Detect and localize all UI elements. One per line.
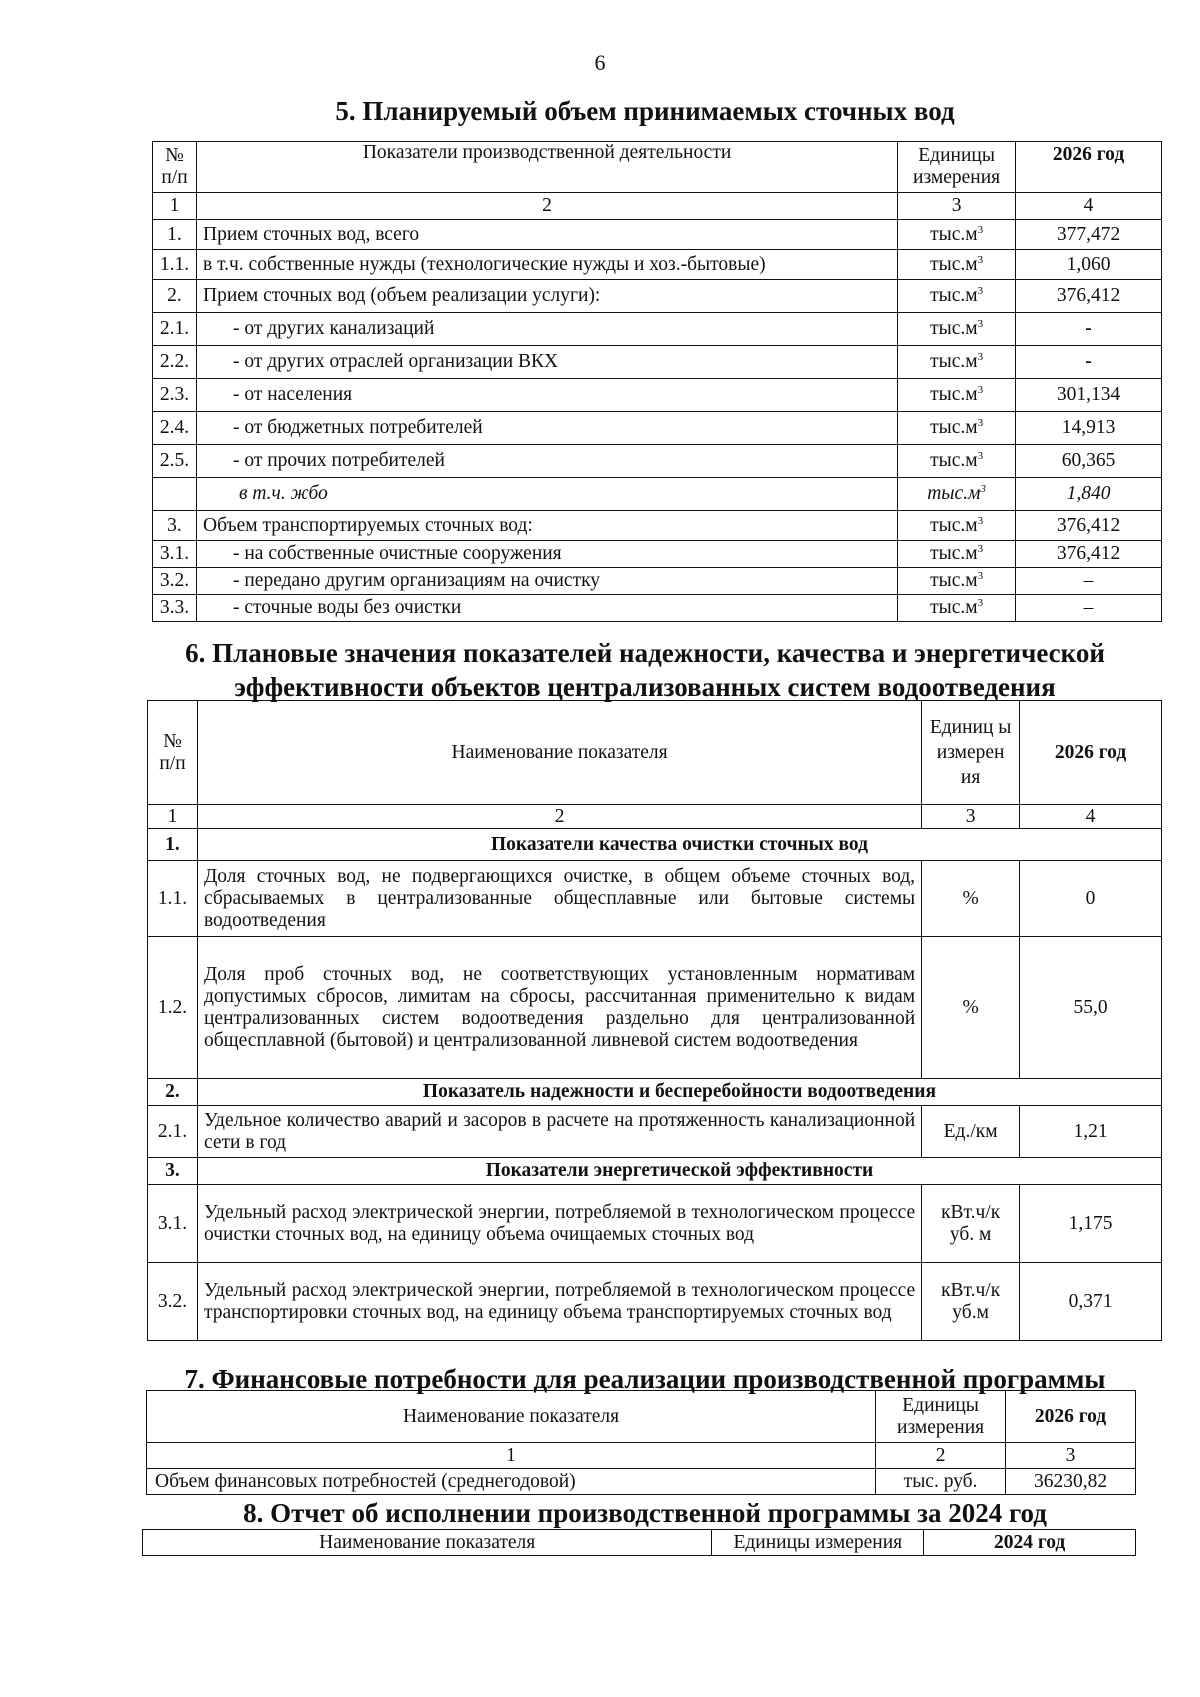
header-unit: Единицы измерения	[876, 1391, 1006, 1443]
row-name: - передано другим организациям на очистку	[196, 568, 897, 595]
row-unit	[898, 478, 1016, 511]
header-year: 2026 год	[1006, 1391, 1136, 1443]
row-value: 1,175	[1020, 1185, 1162, 1263]
row-unit	[898, 445, 1016, 478]
unit-text: тыс.м	[930, 450, 978, 471]
row-name: Объем транспортируемых сточных вод:	[196, 511, 897, 541]
table-row	[153, 595, 1162, 622]
header-unit: Единиц ы измерен ия	[922, 701, 1020, 805]
row-name: - от других канализаций	[196, 313, 897, 346]
row-value: 301,134	[1016, 379, 1162, 412]
row-value: 1,840	[1016, 478, 1162, 511]
row-num: 2.1.	[153, 313, 197, 346]
row-unit	[898, 379, 1016, 412]
section-7-title: 7. Финансовые потребности для реализации производственной программы	[184, 1364, 1106, 1394]
table-row	[153, 379, 1162, 412]
row-unit	[898, 568, 1016, 595]
row-unit: %	[922, 937, 1020, 1079]
col-number: 1	[148, 805, 198, 829]
row-name: в т.ч. жбо	[196, 478, 897, 511]
table-header-row	[147, 1391, 1136, 1443]
section-5-title: 5. Планируемый объем принимаемых сточных вод	[335, 96, 955, 126]
unit-sup: 3	[977, 543, 984, 555]
table-header-row	[148, 701, 1162, 805]
unit-text: тыс.м	[930, 351, 978, 372]
row-unit	[898, 346, 1016, 379]
header-num: № п/п	[148, 701, 198, 805]
row-name: Прием сточных вод, всего	[196, 220, 897, 250]
row-unit	[898, 595, 1016, 622]
table-row	[153, 478, 1162, 511]
unit-sup: 3	[977, 253, 984, 266]
row-name: Доля сточных вод, не подвергающихся очистке, в общем объеме сточных вод, сбрасываемых в централизованные общесплавные или бытовые системы водоотведения	[197, 861, 921, 937]
column-number-row	[153, 193, 1162, 220]
header-num: № п/п	[153, 142, 197, 193]
row-num: 2.	[153, 280, 197, 313]
table-row	[148, 1263, 1162, 1341]
row-num: 3.	[153, 511, 197, 541]
row-value: 14,913	[1016, 412, 1162, 445]
row-value: 0	[1020, 861, 1162, 937]
row-value: 376,412	[1016, 280, 1162, 313]
header-name: Наименование показателя	[147, 1391, 876, 1443]
row-num: 2.5.	[153, 445, 197, 478]
page-number: 6	[594, 50, 606, 75]
row-unit	[898, 541, 1016, 568]
unit-sup: 3	[977, 351, 984, 363]
program-report-table	[142, 1529, 1136, 1556]
col-number: 1	[147, 1443, 876, 1469]
group-title: Показатели качества очистки сточных вод	[197, 829, 1161, 861]
header-name: Наименование показателя	[143, 1530, 712, 1556]
unit-sup: 3	[980, 483, 986, 495]
reliability-indicators-table	[147, 700, 1162, 1341]
unit-text: тыс.м	[930, 223, 978, 245]
group-num: 1.	[148, 829, 198, 861]
row-num: 3.2.	[148, 1263, 198, 1341]
row-unit	[898, 511, 1016, 541]
row-name: Удельный расход электрической энергии, потребляемой в технологическом процессе очистки сточных вод, на единицу объема очищаемых сточных вод	[197, 1185, 921, 1263]
unit-text: тыс.м	[930, 285, 978, 306]
section-6-title: 6. Плановые значения показателей надежности, качества и энергетической эффективности объектов централизованных систем водоотведения	[185, 638, 1105, 702]
row-num: 3.1.	[148, 1185, 198, 1263]
row-value: 1,21	[1020, 1106, 1162, 1158]
col-number: 2	[196, 193, 897, 220]
unit-text: тыс.м	[927, 483, 981, 504]
row-name: Удельное количество аварий и засоров в расчете на протяженность канализационной сети в год	[197, 1106, 921, 1158]
row-name: - сточные воды без очистки	[196, 595, 897, 622]
row-unit: кВт.ч/к уб. м	[922, 1185, 1020, 1263]
wastewater-volume-table	[152, 141, 1162, 622]
unit-sup: 3	[977, 384, 984, 396]
row-num: 1.1.	[148, 861, 198, 937]
col-number: 3	[1006, 1443, 1136, 1469]
row-unit	[898, 412, 1016, 445]
table-row	[153, 541, 1162, 568]
row-num: 2.1.	[148, 1106, 198, 1158]
header-unit: Единицы измерения	[898, 142, 1016, 193]
row-name: - от других отраслей организации ВКХ	[196, 346, 897, 379]
header-year: 2026 год	[1020, 701, 1162, 805]
table-row	[153, 220, 1162, 250]
table-row	[153, 445, 1162, 478]
row-value: –	[1016, 595, 1162, 622]
table-header-row	[153, 142, 1162, 193]
unit-text: тыс.м	[930, 318, 978, 339]
col-number: 4	[1016, 193, 1162, 220]
col-number: 1	[153, 193, 197, 220]
row-value: 60,365	[1016, 445, 1162, 478]
group-title: Показатели энергетической эффективности	[197, 1158, 1161, 1185]
row-unit	[898, 220, 1016, 250]
row-name: Удельный расход электрической энергии, потребляемой в технологическом процессе транспортировки сточных вод, на единицу объема транспортируемых сточных вод	[197, 1263, 921, 1341]
table-header-row	[143, 1530, 1136, 1556]
group-num: 2.	[148, 1079, 198, 1106]
row-num	[153, 478, 197, 511]
row-unit	[898, 280, 1016, 313]
row-name: - от прочих потребителей	[196, 445, 897, 478]
col-number: 2	[197, 805, 921, 829]
table-row	[147, 1469, 1136, 1495]
row-unit: Ед./км	[922, 1106, 1020, 1158]
row-num: 2.4.	[153, 412, 197, 445]
header-unit: Единицы измерения	[712, 1530, 924, 1556]
row-unit	[898, 250, 1016, 280]
row-num: 1.1.	[153, 250, 197, 280]
financial-needs-table	[146, 1390, 1136, 1495]
unit-text: тыс.м	[930, 543, 978, 564]
table-row	[153, 346, 1162, 379]
unit-sup: 3	[977, 318, 984, 330]
table-row	[148, 1185, 1162, 1263]
row-value: -	[1016, 313, 1162, 346]
unit-sup: 3	[977, 417, 984, 429]
table-row	[153, 313, 1162, 346]
row-value: 376,412	[1016, 511, 1162, 541]
header-name: Наименование показателя	[197, 701, 921, 805]
row-num: 2.2.	[153, 346, 197, 379]
row-value: 36230,82	[1006, 1469, 1136, 1495]
unit-text: тыс.м	[930, 417, 978, 438]
unit-text: тыс.м	[930, 253, 978, 275]
row-value: 0,371	[1020, 1263, 1162, 1341]
col-number: 3	[898, 193, 1016, 220]
column-number-row	[147, 1443, 1136, 1469]
header-year: 2026 год	[1016, 142, 1162, 193]
unit-text: тыс.м	[930, 597, 978, 618]
col-number: 4	[1020, 805, 1162, 829]
row-name: Доля проб сточных вод, не соответствующих установленным нормативам допустимых сбросов, лимитам на сбросы, рассчитанная применительно к видам централизованных систем водоотведения раздельно для централизованной общесплавной (бытовой) и централизованной ливневой систем водоотведения	[197, 937, 921, 1079]
row-name: - на собственные очистные сооружения	[196, 541, 897, 568]
row-name: Прием сточных вод (объем реализации услуги):	[196, 280, 897, 313]
row-num: 2.3.	[153, 379, 197, 412]
header-year: 2024 год	[924, 1530, 1136, 1556]
row-value: 55,0	[1020, 937, 1162, 1079]
unit-sup: 3	[977, 450, 984, 462]
row-name: Объем финансовых потребностей (среднегодовой)	[147, 1469, 876, 1495]
row-value: -	[1016, 346, 1162, 379]
unit-sup: 3	[977, 514, 984, 527]
row-name: - от населения	[196, 379, 897, 412]
row-value: 1,060	[1016, 250, 1162, 280]
group-title: Показатель надежности и бесперебойности водоотведения	[197, 1079, 1161, 1106]
unit-text: тыс.м	[930, 384, 978, 405]
table-row	[148, 1106, 1162, 1158]
col-number: 3	[922, 805, 1020, 829]
table-row	[153, 250, 1162, 280]
group-row	[148, 1079, 1162, 1106]
row-value: –	[1016, 568, 1162, 595]
group-row	[148, 1158, 1162, 1185]
unit-sup: 3	[977, 597, 984, 609]
table-row	[153, 568, 1162, 595]
unit-text: тыс.м	[930, 570, 978, 591]
col-number: 2	[876, 1443, 1006, 1469]
column-number-row	[148, 805, 1162, 829]
row-name: - от бюджетных потребителей	[196, 412, 897, 445]
unit-sup: 3	[977, 285, 984, 297]
row-num: 3.2.	[153, 568, 197, 595]
row-value: 377,472	[1016, 220, 1162, 250]
unit-text: тыс.м	[930, 514, 978, 536]
row-name: в т.ч. собственные нужды (технологические нужды и хоз.-бытовые)	[196, 250, 897, 280]
header-name: Показатели производственной деятельности	[196, 142, 897, 193]
row-unit: %	[922, 861, 1020, 937]
row-num: 3.3.	[153, 595, 197, 622]
row-value: 376,412	[1016, 541, 1162, 568]
table-row	[153, 412, 1162, 445]
group-num: 3.	[148, 1158, 198, 1185]
unit-sup: 3	[977, 570, 984, 582]
row-unit: тыс. руб.	[876, 1469, 1006, 1495]
row-unit	[898, 313, 1016, 346]
row-num: 1.	[153, 220, 197, 250]
table-row	[148, 937, 1162, 1079]
section-8-title: 8. Отчет об исполнении производственной программы за 2024 год	[243, 1498, 1047, 1528]
table-row	[153, 280, 1162, 313]
table-row	[148, 861, 1162, 937]
unit-sup: 3	[977, 223, 984, 236]
group-row	[148, 829, 1162, 861]
row-unit: кВт.ч/к уб.м	[922, 1263, 1020, 1341]
row-num: 3.1.	[153, 541, 197, 568]
row-num: 1.2.	[148, 937, 198, 1079]
table-row	[153, 511, 1162, 541]
